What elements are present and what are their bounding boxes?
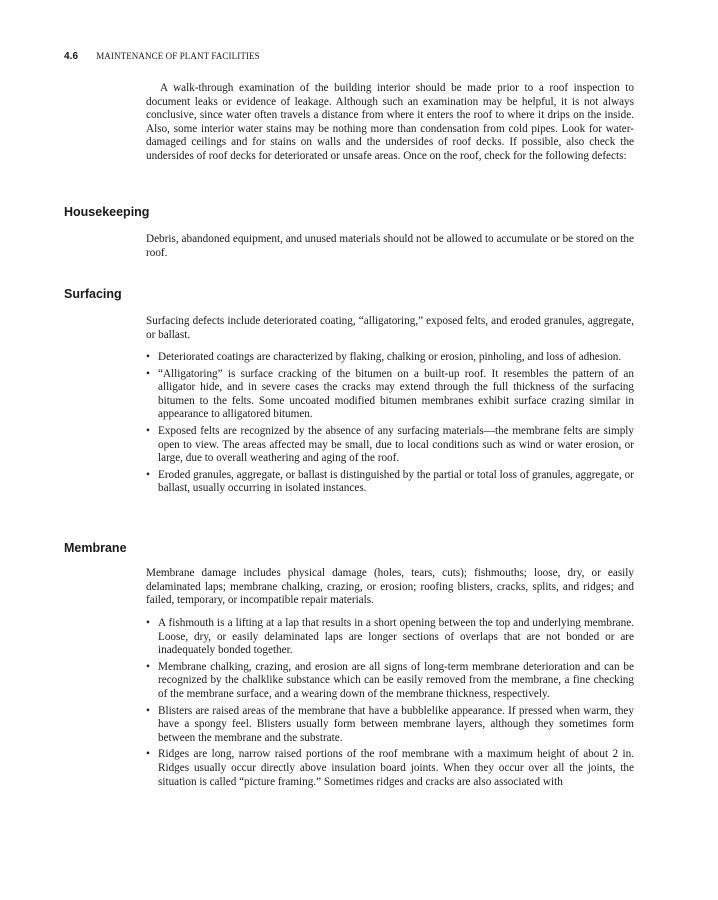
bullet-text: Blisters are raised areas of the membrane that have a bubblelike appearance. If pressed when warm, they have a spongy feel. Blisters usually form between membrane layers, although they sometimes form between the membrane and the substrate. [158, 704, 634, 744]
page-number: 4.6 [64, 51, 79, 62]
bullet-text: Exposed felts are recognized by the absence of any surfacing materials—the membrane felts are simply open to view. The areas affected may be small, due to local conditions such as wind or water erosion, or large, due to overall weathering and aging of the roof. [158, 424, 634, 465]
bullet-icon: • [146, 748, 150, 761]
intro-paragraph: A walk-through examination of the building interior should be made prior to a roof inspection to document leaks or evidence of leakage. Although such an examination may be helpful, it is not always conclusive, since water often travels a distance from where it enters the roof to where it drips on the inside. Also, some interior water stains may be nothing more than condensation from cold pipes. Look for water-damaged ceilings and for stains on walls and the undersides of roof decks. If possible, also check the undersides of roof decks for deteriorated or unsafe areas. Once on the roof, check for the following defects: [146, 82, 634, 162]
bullet-text: A fishmouth is a lifting at a lap that results in a short opening between the top and underlying membrane. Loose, dry, or easily delaminated laps are longer sections of overlaps that are not bonded or are inadequately bonded together. [158, 617, 634, 657]
housekeeping-heading: Housekeeping [64, 205, 150, 219]
list-item [146, 705, 634, 746]
bullet-icon: • [146, 468, 150, 481]
bullet-icon: • [146, 660, 150, 673]
list-item [146, 617, 634, 658]
surfacing-paragraph: Surfacing defects include deteriorated coating, “alligatoring,” exposed felts, and eroded granules, aggregate, or ballast. [146, 315, 634, 341]
bullet-text: Eroded granules, aggregate, or ballast is distinguished by the partial or total loss of granules, aggregate, or ballast, usually occurring in isolated instances. [158, 468, 634, 495]
housekeeping-paragraph: Debris, abandoned equipment, and unused materials should not be allowed to accumulate or be stored on the roof. [146, 233, 634, 259]
bullet-icon: • [146, 351, 150, 363]
book-title: MAINTENANCE OF PLANT FACILITIES [96, 51, 260, 61]
list-item [146, 425, 634, 466]
list-item [146, 469, 634, 496]
membrane-bullet-list [146, 617, 634, 792]
bullet-icon: • [146, 704, 150, 717]
bullet-text: Ridges are long, narrow raised portions of the roof membrane with a maximum height of about 2 in. Ridges usually occur directly above insulation board joints. When they occur over all the joints, the situation is called “picture framing.” Sometimes ridges and cracks are also associated with [158, 748, 634, 788]
membrane-paragraph: Membrane damage includes physical damage (holes, tears, cuts); fishmouths; loose, dry, or easily delaminated laps; membrane chalking, crazing, or erosion; roofing blisters, cracks, splits, and ridges; and failed, temporary, or incompatible repair materials. [146, 567, 634, 607]
surfacing-heading: Surfacing [64, 287, 122, 301]
bullet-text: “Alligatoring” is surface cracking of the bitumen on a built-up roof. It resembles the pattern of an alligator hide, and in severe cases the cracks may extend through the full thickness of the surfacing bitumen to the felts. Some uncoated modified bitumen membranes exhibit surface crazing similar in appearance to alligatored bitumen. [158, 367, 634, 421]
list-item [146, 368, 634, 422]
bullet-icon: • [146, 424, 150, 437]
bullet-icon: • [146, 367, 150, 380]
list-item [146, 748, 634, 789]
bullet-text: Deteriorated coatings are characterized by flaking, chalking or erosion, pinholing, and loss of adhesion. [158, 351, 622, 363]
surfacing-bullet-list [146, 351, 634, 499]
running-head [64, 51, 260, 62]
bullet-icon: • [146, 617, 150, 629]
bullet-text: Membrane chalking, crazing, and erosion are all signs of long-term membrane deterioration and can be recognized by the chalklike substance which can be easily removed from the membrane, a fine checking of the membrane surface, and a wearing down of the membrane thickness, respectively. [158, 660, 634, 700]
membrane-heading: Membrane [64, 541, 127, 555]
list-item [146, 661, 634, 702]
list-item [146, 351, 634, 365]
